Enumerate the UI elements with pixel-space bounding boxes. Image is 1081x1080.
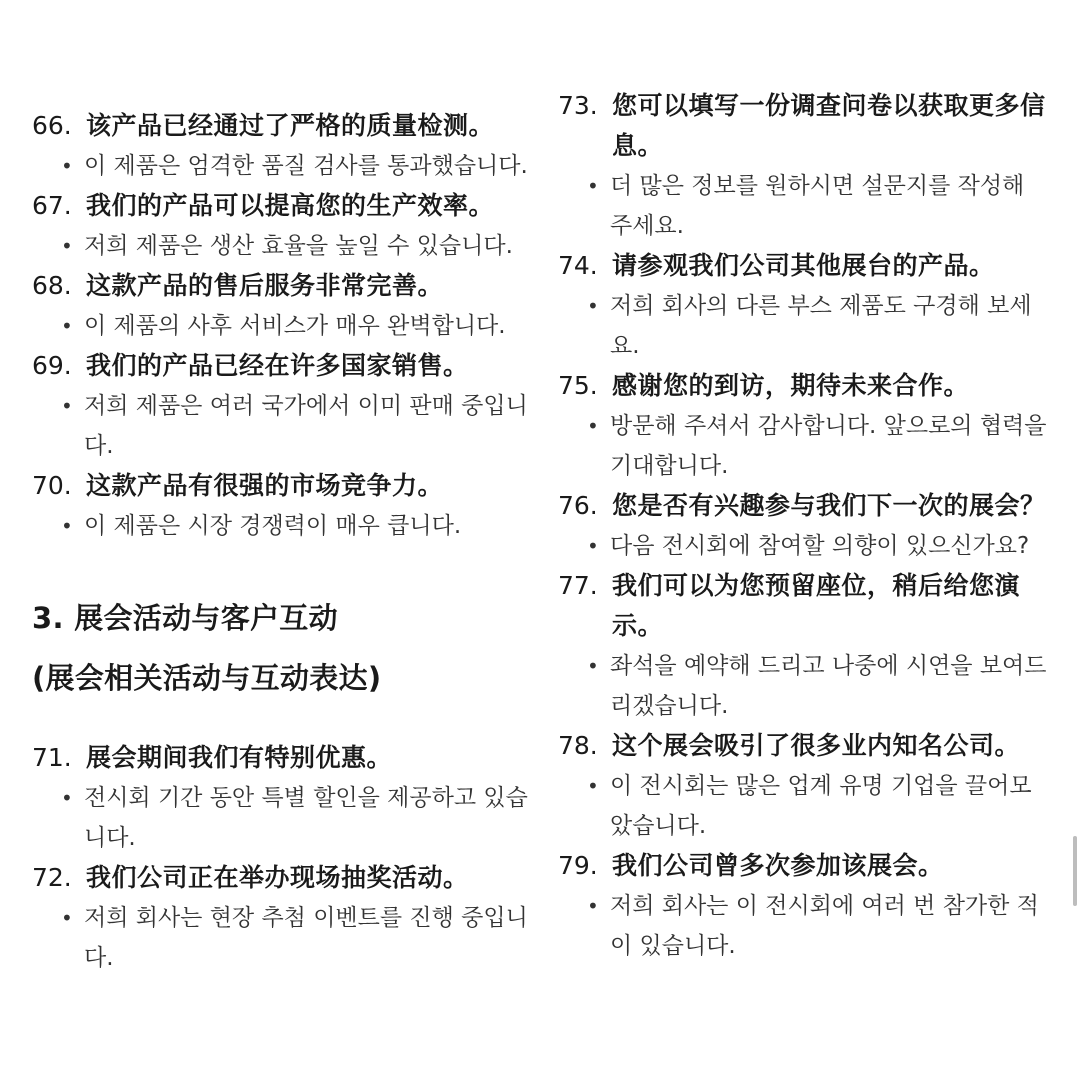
item-number: 68.: [32, 271, 72, 300]
list-item: [32, 106, 532, 186]
chinese-sentence: 这款产品有很强的市场竞争力。: [86, 471, 444, 500]
phrase-list-66-70: [32, 106, 532, 546]
phrase-list-71-72: [32, 738, 532, 978]
item-number: 77.: [558, 571, 598, 600]
phrase-list-73-79: [558, 86, 1048, 966]
item-number: 71.: [32, 743, 72, 772]
chinese-sentence: 我们的产品可以提高您的生产效率。: [86, 191, 495, 220]
korean-text: 이 제품은 엄격한 품질 검사를 통과했습니다.: [84, 153, 528, 179]
chinese-sentence: 这个展会吸引了很多业内知名公司。: [612, 731, 1021, 760]
left-column: [32, 0, 532, 978]
korean-translation: [32, 306, 532, 346]
bullet-icon: •: [61, 394, 73, 418]
bullet-icon: •: [61, 786, 73, 810]
korean-translation: [32, 146, 532, 186]
korean-text: 전시회 기간 동안 특별 할인을 제공하고 있습니다.: [84, 785, 528, 851]
list-item: [558, 566, 1048, 726]
list-item: [558, 366, 1048, 486]
item-number: 66.: [32, 111, 72, 140]
list-item: [32, 466, 532, 546]
bullet-icon: •: [61, 154, 73, 178]
chinese-sentence: 我们公司曾多次参加该展会。: [612, 851, 944, 880]
chinese-sentence: 这款产品的售后服务非常完善。: [86, 271, 444, 300]
list-item: [558, 86, 1048, 246]
chinese-sentence: 您可以填写一份调查问卷以获取更多信息。: [612, 91, 1046, 160]
bullet-icon: •: [587, 894, 599, 918]
korean-translation: [32, 226, 532, 266]
korean-text: 이 제품은 시장 경쟁력이 매우 큽니다.: [84, 513, 462, 539]
korean-translation: [32, 386, 532, 466]
chinese-sentence: 我们可以为您预留座位，稍后给您演示。: [612, 571, 1021, 640]
korean-translation: [558, 406, 1048, 486]
korean-text: 저희 회사의 다른 부스 제품도 구경해 보세요.: [610, 293, 1032, 359]
item-number: 69.: [32, 351, 72, 380]
bullet-icon: •: [587, 294, 599, 318]
korean-translation: [558, 766, 1048, 846]
item-number: 67.: [32, 191, 72, 220]
item-number: 74.: [558, 251, 598, 280]
korean-translation: [558, 166, 1048, 246]
korean-translation: [32, 778, 532, 858]
item-number: 72.: [32, 863, 72, 892]
korean-translation: [32, 506, 532, 546]
list-item: [32, 738, 532, 858]
section-heading-title: 3. 展会活动与客户互动: [32, 601, 338, 635]
item-number: 76.: [558, 491, 598, 520]
bullet-icon: •: [61, 314, 73, 338]
korean-text: 저희 제품은 여러 국가에서 이미 판매 중입니다.: [84, 393, 528, 459]
scrollbar-thumb[interactable]: [1073, 836, 1077, 906]
list-item: [32, 346, 532, 466]
korean-text: 저희 회사는 현장 추첨 이벤트를 진행 중입니다.: [84, 905, 528, 971]
right-column: [558, 0, 1048, 966]
list-item: [558, 846, 1048, 966]
list-item: [558, 726, 1048, 846]
list-item: [32, 186, 532, 266]
item-number: 75.: [558, 371, 598, 400]
chinese-sentence: 您是否有兴趣参与我们下一次的展会？: [612, 491, 1046, 520]
bullet-icon: •: [587, 654, 599, 678]
list-item: [558, 246, 1048, 366]
item-number: 70.: [32, 471, 72, 500]
item-number: 73.: [558, 91, 598, 120]
chinese-sentence: 请参观我们公司其他展台的产品。: [612, 251, 995, 280]
korean-translation: [558, 286, 1048, 366]
item-number: 78.: [558, 731, 598, 760]
chinese-sentence: 我们的产品已经在许多国家销售。: [86, 351, 469, 380]
list-item: [558, 486, 1048, 566]
korean-translation: [558, 886, 1048, 966]
korean-text: 이 전시회는 많은 업계 유명 기업을 끌어모았습니다.: [610, 773, 1032, 839]
korean-text: 다음 전시회에 참여할 의향이 있으신가요?: [610, 533, 1030, 559]
korean-translation: [32, 898, 532, 978]
chinese-sentence: 我们公司正在举办现场抽奖活动。: [86, 863, 469, 892]
section-heading: [32, 598, 532, 698]
korean-translation: [558, 526, 1048, 566]
korean-text: 이 제품의 사후 서비스가 매우 완벽합니다.: [84, 313, 506, 339]
korean-text: 더 많은 정보를 원하시면 설문지를 작성해 주세요.: [610, 173, 1025, 239]
chinese-sentence: 展会期间我们有特别优惠。: [86, 743, 393, 772]
bullet-icon: •: [61, 234, 73, 258]
korean-translation: [558, 646, 1048, 726]
list-item: [32, 266, 532, 346]
korean-text: 저희 회사는 이 전시회에 여러 번 참가한 적이 있습니다.: [610, 893, 1039, 959]
bullet-icon: •: [587, 174, 599, 198]
bullet-icon: •: [587, 774, 599, 798]
bullet-icon: •: [61, 514, 73, 538]
chinese-sentence: 该产品已经通过了严格的质量检测。: [86, 111, 495, 140]
bullet-icon: •: [61, 906, 73, 930]
korean-text: 저희 제품은 생산 효율을 높일 수 있습니다.: [84, 233, 513, 259]
bullet-icon: •: [587, 414, 599, 438]
korean-text: 방문해 주셔서 감사합니다. 앞으로의 협력을 기대합니다.: [610, 413, 1047, 479]
list-item: [32, 858, 532, 978]
korean-text: 좌석을 예약해 드리고 나중에 시연을 보여드리겠습니다.: [610, 653, 1047, 719]
item-number: 79.: [558, 851, 598, 880]
bullet-icon: •: [587, 534, 599, 558]
chinese-sentence: 感谢您的到访，期待未来合作。: [612, 371, 970, 400]
section-heading-subtitle: (展会相关活动与互动表达): [32, 661, 382, 695]
